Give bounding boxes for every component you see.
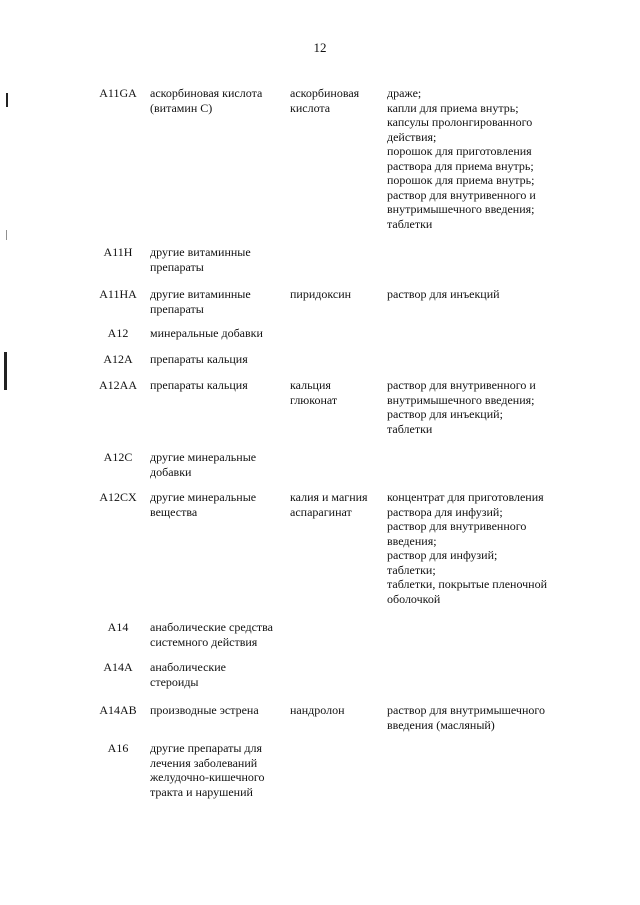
dosage-forms xyxy=(387,703,572,732)
drug-name xyxy=(290,287,382,302)
dosage-forms-line: раствора для приема внутрь; xyxy=(387,158,534,173)
atc-code: A11HA xyxy=(99,287,137,301)
drug-name xyxy=(290,86,382,115)
dosage-forms-line: раствор для внутривенного xyxy=(387,519,527,533)
drug-name-line: глюконат xyxy=(290,392,338,407)
group-name-line: желудочно-кишечного xyxy=(150,770,265,784)
dosage-forms-line: таблетки xyxy=(387,421,433,436)
dosage-forms-line: капли для приема внутрь; xyxy=(387,100,519,115)
dosage-forms xyxy=(387,86,572,231)
dosage-forms xyxy=(387,490,572,606)
drug-name-line: кальция xyxy=(290,378,331,392)
group-name-line: анаболические xyxy=(150,660,226,674)
group-name-line: препараты кальция xyxy=(150,352,248,366)
group-name-line: добавки xyxy=(150,464,192,479)
atc-code: A14 xyxy=(107,620,129,634)
drug-name-line: аспарагинат xyxy=(290,504,352,519)
dosage-forms-line: концентрат для приготовления xyxy=(387,490,544,504)
group-name-line: вещества xyxy=(150,504,198,519)
dosage-forms-line: порошок для приема внутрь; xyxy=(387,173,535,187)
dosage-forms xyxy=(387,378,572,436)
drug-name-line: пиридоксин xyxy=(290,287,352,301)
atc-code: A12AA xyxy=(99,378,137,392)
group-name xyxy=(150,86,285,115)
group-name-line: системного действия xyxy=(150,634,258,649)
group-name xyxy=(150,326,285,341)
dosage-forms-line: драже; xyxy=(387,86,422,100)
drug-name-line: аскорбиновая xyxy=(290,86,360,100)
atc-code: A12A xyxy=(103,352,133,366)
group-name-line: стероиды xyxy=(150,674,199,689)
dosage-forms-line: раствор для внутривенного и xyxy=(387,378,536,392)
dosage-forms-line: раствор для инъекций; xyxy=(387,407,503,421)
dosage-forms-line: введения; xyxy=(387,533,437,548)
page-number: 12 xyxy=(313,40,327,55)
group-name xyxy=(150,287,285,316)
atc-code: A14A xyxy=(103,660,133,674)
group-name-line: другие минеральные xyxy=(150,490,257,504)
left-margin-mark xyxy=(6,230,7,240)
drug-name-line: кислота xyxy=(290,100,331,115)
group-name-line: производные эстрена xyxy=(150,703,259,717)
dosage-forms-line: введения (масляный) xyxy=(387,717,495,732)
atc-code: A16 xyxy=(107,741,129,755)
dosage-forms xyxy=(387,287,572,302)
atc-code: A12CX xyxy=(99,490,137,504)
dosage-forms-line: действия; xyxy=(387,129,437,144)
group-name xyxy=(150,378,285,393)
group-name-line: минеральные добавки xyxy=(150,326,263,340)
dosage-forms-line: раствор для инфузий; xyxy=(387,548,498,562)
left-margin-mark xyxy=(6,93,8,107)
group-name-line: другие минеральные xyxy=(150,450,257,464)
drug-name xyxy=(290,703,382,718)
drug-name xyxy=(290,490,382,519)
atc-code: A12 xyxy=(107,326,129,340)
dosage-forms-line: внутримышечного введения; xyxy=(387,202,535,216)
dosage-forms-line: таблетки xyxy=(387,216,433,231)
atc-code: A11GA xyxy=(99,86,137,100)
group-name-line: препараты xyxy=(150,259,204,274)
group-name-line: препараты кальция xyxy=(150,378,248,392)
group-name xyxy=(150,703,285,718)
drug-name-line: нандролон xyxy=(290,703,345,717)
group-name-line: другие витаминные xyxy=(150,245,251,259)
group-name-line: аскорбиновая кислота xyxy=(150,86,263,100)
dosage-forms-line: раствор для внутривенного и xyxy=(387,187,536,202)
drug-name xyxy=(290,378,382,407)
group-name xyxy=(150,450,285,479)
group-name xyxy=(150,352,285,367)
group-name xyxy=(150,741,285,799)
dosage-forms-line: порошок для приготовления xyxy=(387,144,532,158)
dosage-forms-line: оболочкой xyxy=(387,591,441,606)
dosage-forms-line: раствор для внутримышечного xyxy=(387,703,545,717)
dosage-forms-line: таблетки; xyxy=(387,562,436,577)
atc-code: A14AB xyxy=(99,703,137,717)
group-name-line: лечения заболеваний xyxy=(150,755,258,770)
dosage-forms-line: раствор для инъекций xyxy=(387,287,500,301)
dosage-forms-line: таблетки, покрытые пленочной xyxy=(387,577,548,591)
dosage-forms-line: капсулы пролонгированного xyxy=(387,115,533,129)
group-name xyxy=(150,660,285,689)
group-name-line: (витамин С) xyxy=(150,100,213,115)
group-name-line: препараты xyxy=(150,301,204,316)
dosage-forms-line: раствора для инфузий; xyxy=(387,504,503,519)
atc-code: A11H xyxy=(103,245,133,259)
group-name-line: анаболические средства xyxy=(150,620,273,634)
group-name xyxy=(150,490,285,519)
drug-name-line: калия и магния xyxy=(290,490,368,504)
group-name xyxy=(150,245,285,274)
atc-code: A12C xyxy=(103,450,133,464)
group-name xyxy=(150,620,285,649)
left-margin-mark xyxy=(4,352,7,390)
group-name-line: другие препараты для xyxy=(150,741,263,755)
dosage-forms-line: внутримышечного введения; xyxy=(387,392,535,407)
group-name-line: тракта и нарушений xyxy=(150,784,253,799)
group-name-line: другие витаминные xyxy=(150,287,251,301)
